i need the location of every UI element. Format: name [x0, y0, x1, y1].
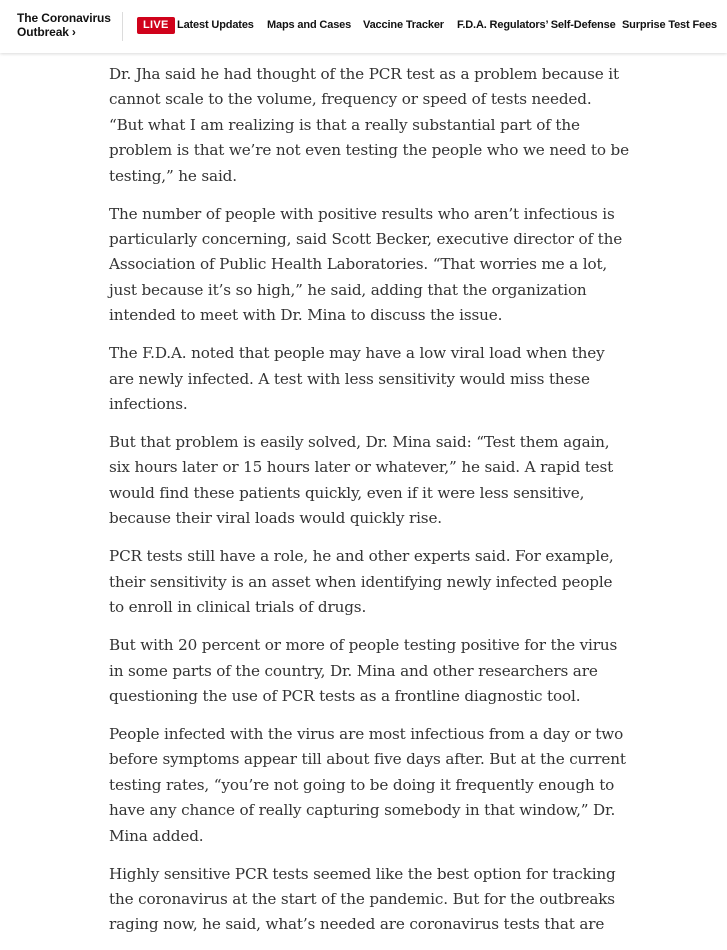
- article-paragraph: But that problem is easily solved, Dr. Mina said: “Test them again, six hours later or 15 hours later or whatever,” he said. A rapid test would find these patients quickly, even if it were less sensitive, because their viral loads would quickly rise.: [109, 433, 614, 528]
- article-paragraph: Highly sensitive PCR tests seemed like the best option for tracking the coronavirus at the start of the pandemic. But for the outbreaks raging now, he said, what’s needed are coronavirus tests that are: [109, 864, 616, 934]
- brand-title-line2: Outbreak: [17, 25, 69, 39]
- article-paragraph: The number of people with positive results who aren’t infectious is particularly concerning, said Scott Becker, executive director of the Association of Public Health Laboratories. “That worries me a lot, just because it’s so high,” he said, adding that the organization intended to meet with Dr. Mina to discuss the issue.: [109, 204, 623, 325]
- nav-maps-and-cases[interactable]: Maps and Cases: [267, 19, 352, 31]
- nav-vaccine-tracker[interactable]: Vaccine Tracker: [363, 19, 444, 31]
- section-brand-link[interactable]: [17, 11, 111, 39]
- nav-fda-regulators[interactable]: F.D.A. Regulators’ Self-Defense: [457, 19, 616, 31]
- article-paragraph: Dr. Jha said he had thought of the PCR test as a problem because it cannot scale to the volume, frequency or speed of tests needed. “But what I am realizing is that a really substantial part of the problem is that we’re not even testing the people who we need to be testing,” he said.: [109, 65, 629, 185]
- article-paragraph: The F.D.A. noted that people may have a low viral load when they are newly infected. A test with less sensitivity would miss these infections.: [109, 344, 605, 414]
- top-navigation-bar: [0, 0, 727, 53]
- nav-divider: [122, 12, 123, 41]
- nav-surprise-test-fees[interactable]: Surprise Test Fees: [622, 19, 717, 31]
- article-paragraph: PCR tests still have a role, he and other experts said. For example, their sensitivity is an asset when identifying newly infected people to enroll in clinical trials of drugs.: [109, 547, 614, 617]
- brand-title-line1: The Coronavirus: [17, 11, 111, 25]
- live-badge[interactable]: LIVE: [137, 17, 175, 34]
- nav-latest-updates[interactable]: Latest Updates: [177, 19, 254, 31]
- article-paragraph: People infected with the virus are most infectious from a day or two before symptoms appear till about five days after. But at the current testing rates, “you’re not going to be doing it frequently enough to have any chance of really capturing somebody in that window,” Dr. Mina added.: [109, 724, 626, 845]
- article-paragraph: But with 20 percent or more of people testing positive for the virus in some parts of the country, Dr. Mina and other researchers are questioning the use of PCR tests as a frontline diagnostic tool.: [109, 636, 618, 705]
- chevron-right-icon: ›: [71, 25, 76, 39]
- article-body: [109, 62, 629, 950]
